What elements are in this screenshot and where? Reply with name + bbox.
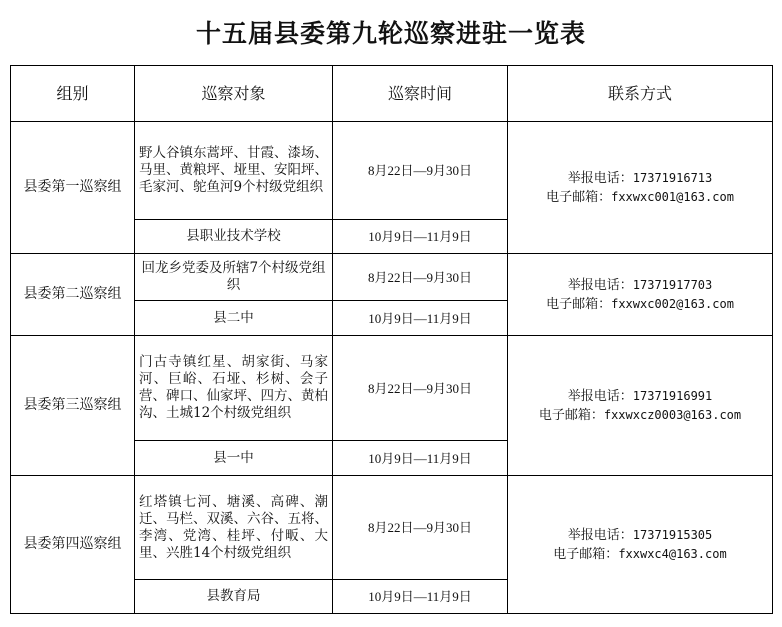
phone-number: 17371915305 [632,527,713,542]
phone-label: 举报电话： [567,170,633,186]
header-time: 巡察时间 [333,66,508,122]
email-label: 电子邮箱： [546,296,612,312]
table-row [11,254,773,301]
group-name: 县委第二巡察组 [11,254,135,336]
email-address: fxxwxc001@163.com [611,189,734,204]
phone-number: 17371916713 [632,170,713,185]
contact-info [508,476,773,614]
inspection-target: 县职业技术学校 [135,220,333,254]
phone-number: 17371917703 [632,277,713,292]
inspection-time: 8月22日—9月30日 [333,122,508,220]
inspection-time: 10月9日—11月9日 [333,220,508,254]
inspection-target: 野人谷镇东蒿坪、甘霞、漆场、马里、黄粮坪、垭里、安阳坪、毛家河、鸵鱼河9个村级党组织 [135,122,333,220]
inspection-target: 县教育局 [135,580,333,614]
inspection-time: 10月9日—11月9日 [333,301,508,336]
inspection-time: 8月22日—9月30日 [333,476,508,580]
inspection-target: 红塔镇七河、塘溪、高碑、潮迁、马栏、双溪、六谷、五将、李湾、党湾、桂坪、付畈、大里、兴胜14个村级党组织 [135,476,333,580]
inspection-target: 县一中 [135,441,333,476]
phone-number: 17371916991 [632,388,713,403]
table-row [11,122,773,220]
inspection-table [10,65,773,614]
phone-label: 举报电话： [567,527,633,543]
header-contact: 联系方式 [508,66,773,122]
email-label: 电子邮箱： [538,407,604,423]
contact-info [508,336,773,476]
contact-info [508,122,773,254]
inspection-time: 10月9日—11月9日 [333,580,508,614]
email-address: fxxwxc002@163.com [611,296,734,311]
inspection-time: 8月22日—9月30日 [333,254,508,301]
email-label: 电子邮箱： [553,546,619,562]
inspection-target: 县二中 [135,301,333,336]
inspection-target: 回龙乡党委及所辖7个村级党组织 [135,254,333,301]
inspection-time: 8月22日—9月30日 [333,336,508,441]
contact-info [508,254,773,336]
email-address: fxxwxc4@163.com [618,546,727,561]
inspection-time: 10月9日—11月9日 [333,441,508,476]
phone-label: 举报电话： [567,277,633,293]
group-name: 县委第四巡察组 [11,476,135,614]
page-title: 十五届县委第九轮巡察进驻一览表 [195,19,586,48]
inspection-target: 门古寺镇红星、胡家街、马家河、巨峪、石垭、杉树、会子营、碑口、仙家坪、四方、黄柏沟、土城12个村级党组织 [135,336,333,441]
table-row [11,336,773,441]
table-row [11,476,773,580]
header-row [11,66,773,122]
header-target: 巡察对象 [135,66,333,122]
phone-label: 举报电话： [567,388,633,404]
header-group: 组别 [11,66,135,122]
group-name: 县委第一巡察组 [11,122,135,254]
email-label: 电子邮箱： [546,189,612,205]
email-address: fxxwxcz0003@163.com [603,407,742,422]
group-name: 县委第三巡察组 [11,336,135,476]
